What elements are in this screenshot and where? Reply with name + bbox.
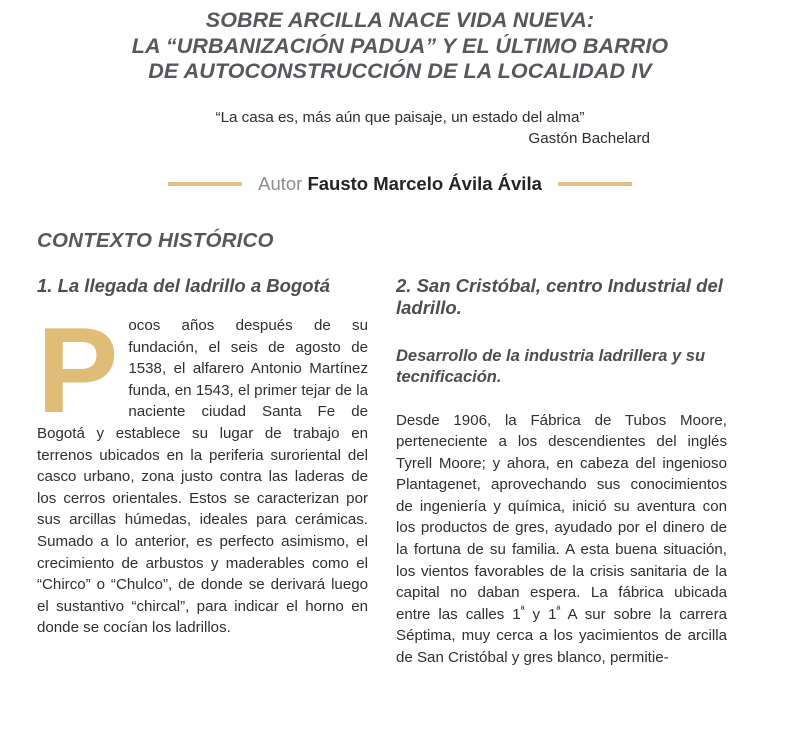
page-title	[60, 8, 740, 85]
column-left	[37, 275, 368, 639]
byline-label: Autor	[258, 172, 303, 194]
byline-rule-right	[558, 182, 632, 186]
two-column-layout	[37, 275, 763, 669]
column-left-paragraph	[37, 302, 368, 639]
column-right-paragraph-part-2: y 1	[524, 605, 557, 623]
column-right-paragraph-part-1: Desde 1906, la Fábrica de Tubos Moore, perteneciente a los descendientes del inglés Tyrell Moore; y ahora, en cabeza del ingenioso Plantagenet, aprovechando sus conocimientos de ingeniería y química, inició su aventura con los productos de gres, ayudado por el dinero de la fortuna de su familia. A esta buena situación, los vientos favorables de la crisis sanitaria de la capital no daban espera. La fábrica ubicada entre las calles 1	[396, 411, 727, 623]
column-left-heading: 1. La llegada del ladrillo a Bogotá	[37, 274, 330, 296]
epigraph-attribution: Gastón Bachelard	[528, 129, 650, 147]
column-left-paragraph-text: ocos años después de su fundación, el seis de agosto de 1538, el alfarero Antonio Martínez funda, en 1543, el primer tejar de la naciente ciudad Santa Fe de Bogotá y establece su lugar de trabajo en terrenos ubicados en la periferia suroriental del casco urbano, zona justo contra las laderas de los cerros orientales. Estos se caracterizan por sus arcillas húmedas, ideales para cerámicas. Sumado a lo anterior, es perfecto asimismo, el crecimiento de arbustos y maderables como el “Chirco” o “Chulco”, de donde se derivará luego el sustantivo “chircal”, para indicar el horno en donde se cocían los ladrillos.	[37, 317, 368, 637]
column-right-paragraph-part-3: A sur sobre la carrera Séptima, muy cerca a los yacimientos de arcilla de San Cristóbal y gres blanco, permitie-	[396, 605, 728, 667]
ordinal-indicator-1: ª	[520, 604, 525, 616]
ordinal-indicator-2: ª	[556, 604, 561, 616]
column-right	[396, 275, 727, 669]
byline-rule-left	[168, 182, 242, 186]
masthead	[0, 0, 800, 195]
page-title-line-3: DE AUTOCONSTRUCCIÓN DE LA LOCALIDAD IV	[148, 59, 652, 83]
epigraph-quote: “La casa es, más aún que paisaje, un estado del alma”	[215, 108, 585, 126]
page-title-line-1: SOBRE ARCILLA NACE VIDA NUEVA:	[205, 8, 595, 32]
byline-text	[258, 173, 542, 195]
section-title: CONTEXTO HISTÓRICO	[37, 228, 274, 252]
column-right-paragraph	[396, 410, 727, 669]
epigraph	[150, 107, 650, 149]
column-right-subheading: Desarrollo de la industria ladrillera y su tecnificación.	[396, 346, 706, 386]
drop-cap: P	[37, 302, 119, 438]
byline-author-name: Fausto Marcelo Ávila Ávila	[307, 172, 542, 194]
page-title-line-2: LA “URBANIZACIÓN PADUA” Y EL ÚLTIMO BARRIO	[131, 33, 669, 58]
column-right-heading: 2. San Cristóbal, centro Industrial del ladrillo.	[396, 274, 723, 318]
byline	[60, 173, 740, 195]
article-content	[0, 229, 800, 669]
